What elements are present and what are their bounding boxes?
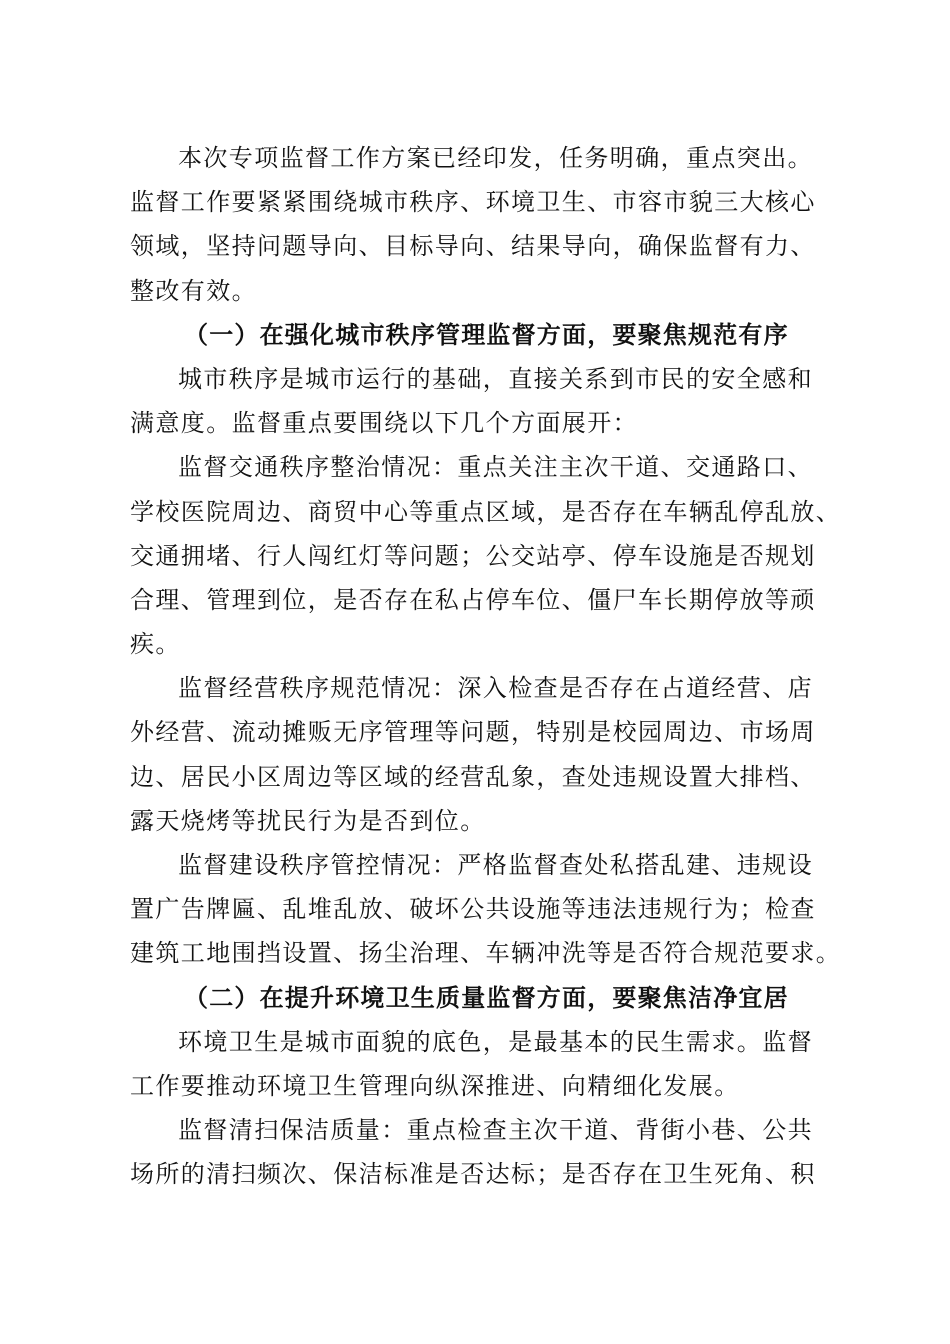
- paragraph-line: 置广告牌匾、乱堆乱放、破坏公共设施等违法违规行为；检查: [130, 895, 816, 924]
- paragraph-line: 监督交通秩序整治情况：重点关注主次干道、交通路口、: [178, 453, 813, 482]
- paragraph-line: 边、居民小区周边等区域的经营乱象，查处违规设置大排档、: [130, 762, 816, 791]
- section-heading-2: （二）在提升环境卫生质量监督方面，要聚焦洁净宜居: [184, 983, 789, 1012]
- paragraph-line: 疾。: [130, 630, 181, 659]
- paragraph-line: 交通拥堵、行人闯红灯等问题；公交站亭、停车设施是否规划: [130, 541, 816, 570]
- paragraph-line: 整改有效。: [130, 276, 257, 305]
- paragraph-line: 监督建设秩序管控情况：严格监督查处私搭乱建、违规设: [178, 851, 813, 879]
- paragraph-line: 建筑工地围挡设置、扬尘治理、车辆冲洗等是否符合规范要求。: [130, 939, 842, 968]
- paragraph-line: 监督工作要紧紧围绕城市秩序、环境卫生、市容市貌三大核心: [130, 188, 816, 217]
- paragraph-line: 外经营、流动摊贩无序管理等问题，特别是校园周边、市场周: [130, 718, 816, 747]
- paragraph-line: 学校医院周边、商贸中心等重点区域，是否存在车辆乱停乱放、: [130, 497, 842, 526]
- paragraph-line: 满意度。监督重点要围绕以下几个方面展开：: [130, 409, 638, 438]
- paragraph-line: 露天烧烤等扰民行为是否到位。: [130, 806, 486, 835]
- paragraph-line: 环境卫生是城市面貌的底色，是最基本的民生需求。监督: [178, 1027, 813, 1056]
- paragraph-line: 监督清扫保洁质量：重点检查主次干道、背街小巷、公共: [178, 1116, 813, 1145]
- section-heading-1: （一）在强化城市秩序管理监督方面，要聚焦规范有序: [184, 320, 789, 349]
- paragraph-line: 本次专项监督工作方案已经印发，任务明确，重点突出。: [178, 144, 813, 172]
- paragraph-line: 合理、管理到位，是否存在私占停车位、僵尸车长期停放等顽: [130, 585, 816, 614]
- document-body: [130, 136, 842, 1197]
- paragraph-line: 城市秩序是城市运行的基础，直接关系到市民的安全感和: [178, 364, 813, 393]
- paragraph-line: 工作要推动环境卫生管理向纵深推进、向精细化发展。: [130, 1071, 740, 1100]
- paragraph-line: 监督经营秩序规范情况：深入检查是否存在占道经营、店: [178, 674, 813, 703]
- paragraph-line: 场所的清扫频次、保洁标准是否达标；是否存在卫生死角、积: [130, 1160, 816, 1189]
- paragraph-line: 领域，坚持问题导向、目标导向、结果导向，确保监督有力、: [130, 232, 816, 261]
